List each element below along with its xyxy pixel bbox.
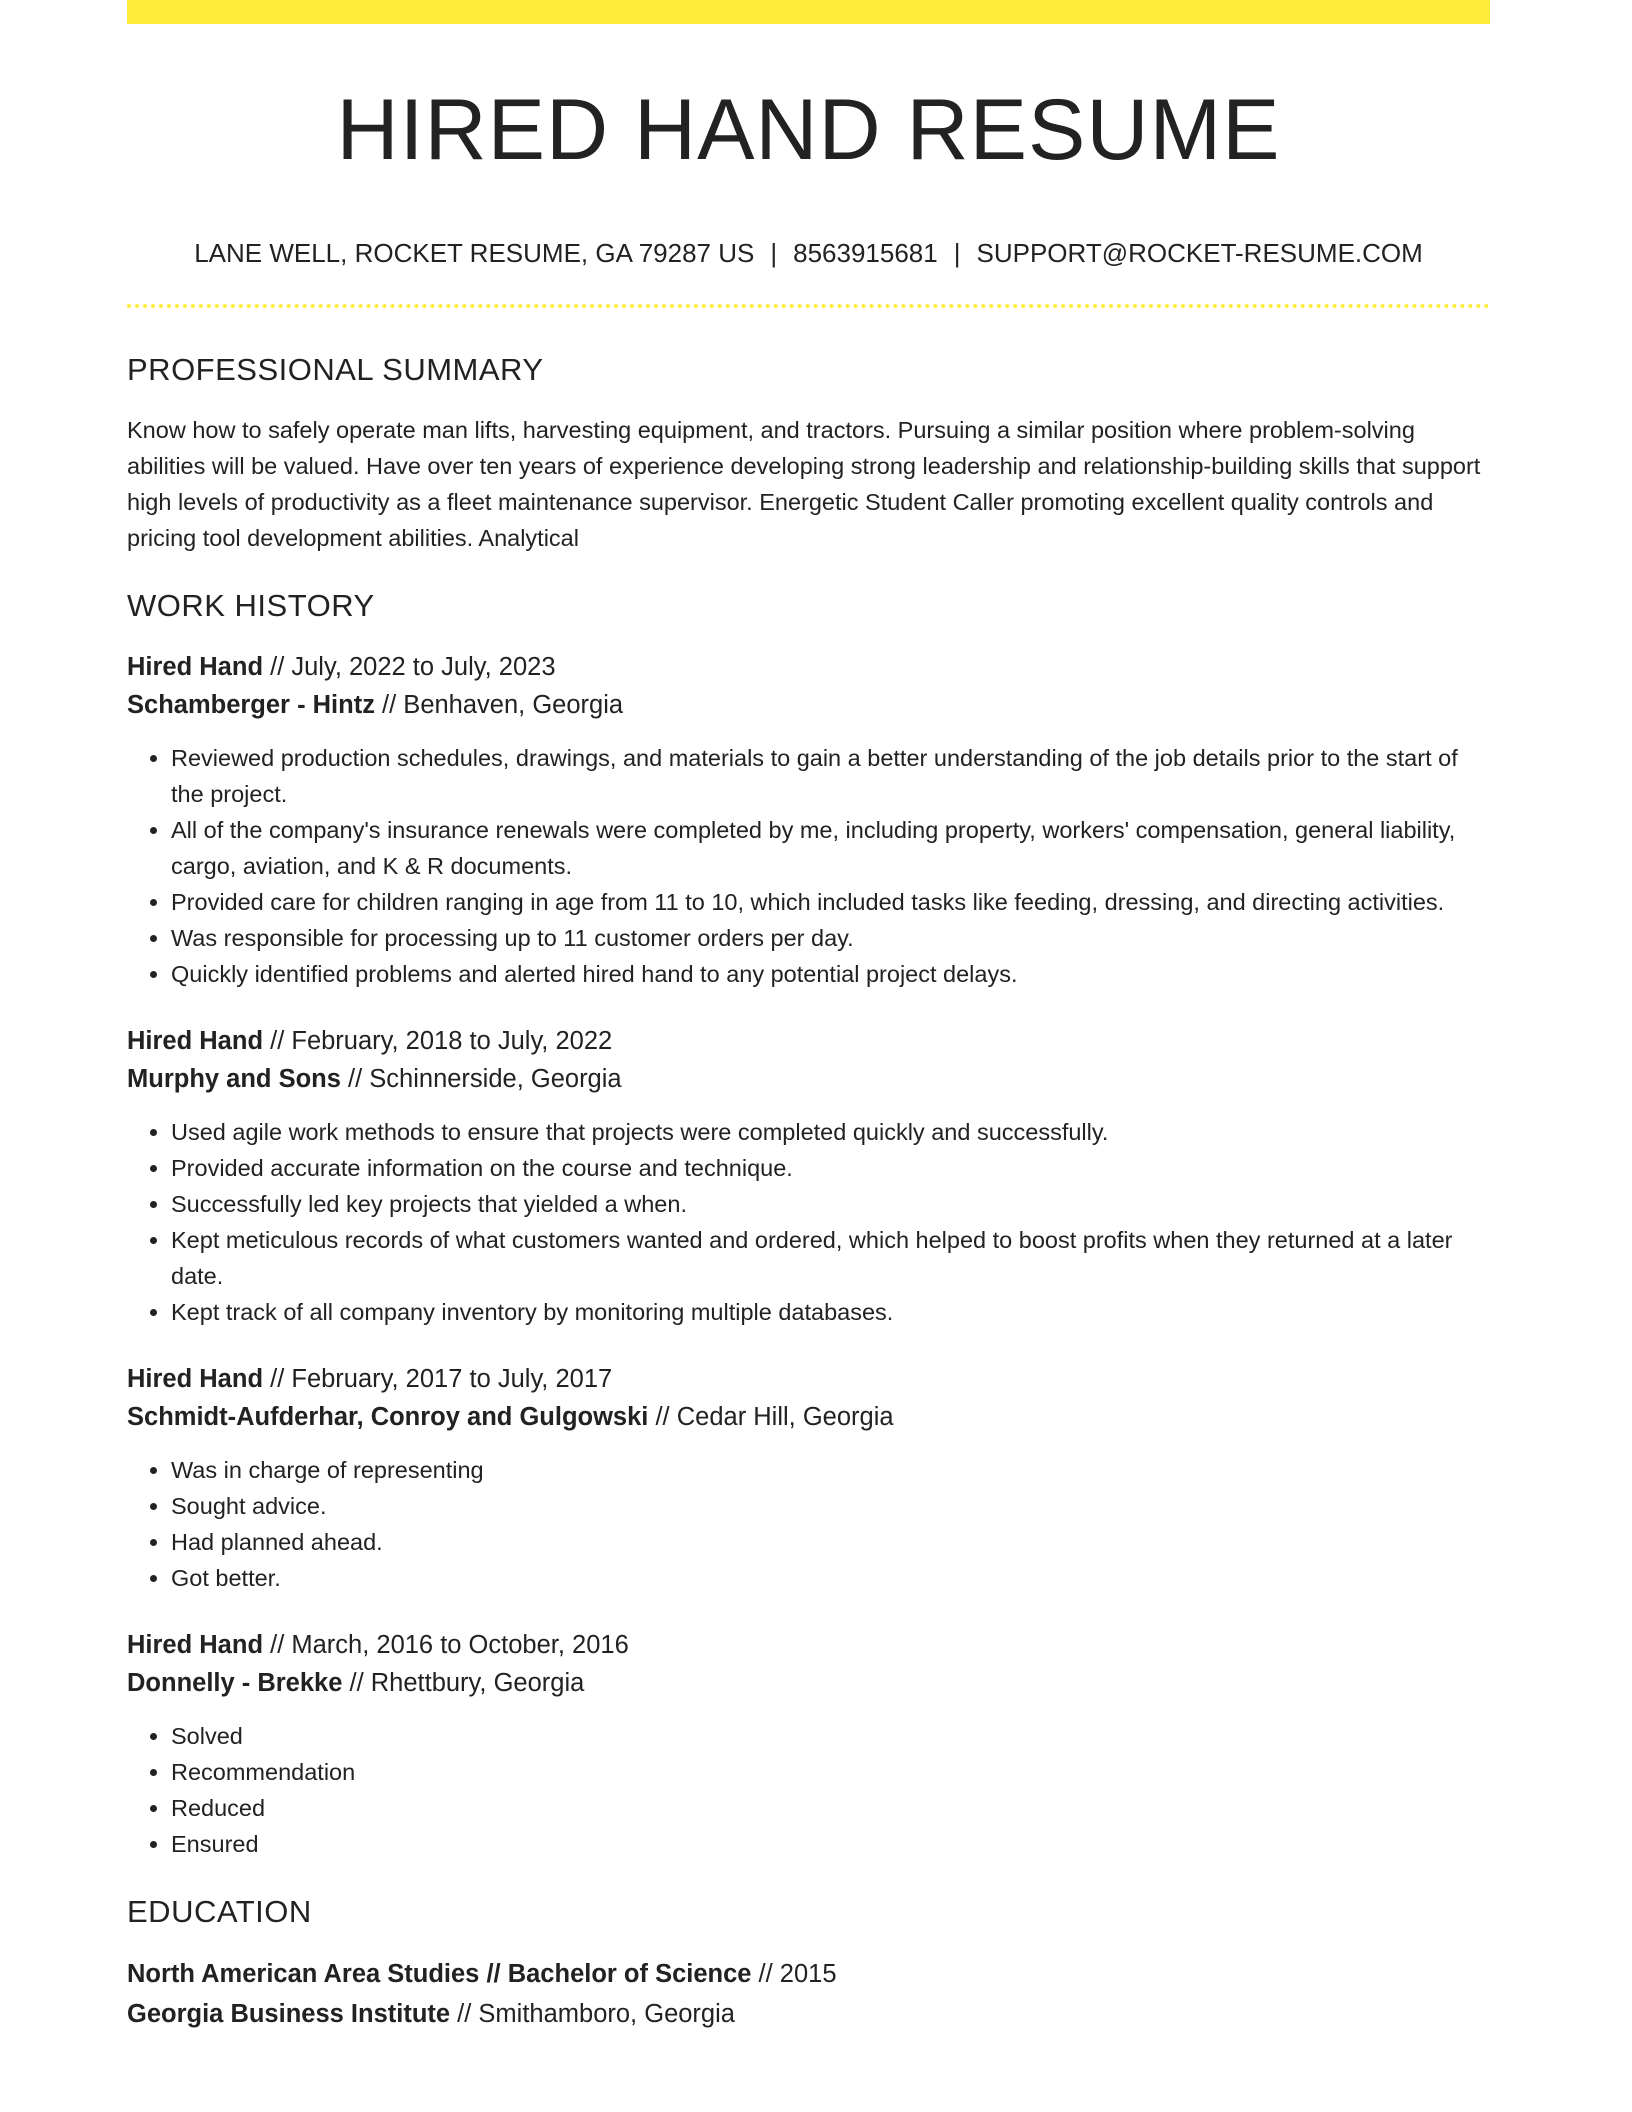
job-bullet-list	[127, 1452, 1490, 1596]
job-bullet: • Sought advice.	[171, 1488, 1490, 1524]
job-bullet: • Kept meticulous records of what customers wanted and ordered, which helped to boost profits when they returned at a later date.	[171, 1222, 1490, 1294]
job-bullet: • Was responsible for processing up to 11 customer orders per day.	[171, 920, 1490, 956]
contact-phone: 8563915681	[793, 238, 938, 268]
job-role: Hired Hand	[127, 1027, 264, 1055]
job-bullet: • Kept track of all company inventory by monitoring multiple databases.	[171, 1294, 1490, 1330]
job-company-line	[127, 1664, 1490, 1702]
job-bullet: • Was in charge of representing	[171, 1452, 1490, 1488]
job-entry	[127, 1626, 1490, 1862]
job-title-line	[127, 1360, 1490, 1398]
resume-body	[127, 350, 1490, 2034]
education-heading: EDUCATION	[127, 1894, 312, 1929]
job-bullet: • Had planned ahead.	[171, 1524, 1490, 1560]
job-company: Murphy and Sons	[127, 1065, 341, 1093]
job-dates: // February, 2018 to July, 2022	[263, 1027, 613, 1055]
job-entry	[127, 1022, 1490, 1330]
job-bullet-list	[127, 1114, 1490, 1330]
job-location: // Schinnerside, Georgia	[340, 1065, 622, 1093]
job-location: // Benhaven, Georgia	[374, 691, 624, 719]
job-bullet: • Recommendation	[171, 1754, 1490, 1790]
job-company: Schmidt-Aufderhar, Conroy and Gulgowski	[127, 1403, 649, 1431]
contact-address: LANE WELL, ROCKET RESUME, GA 79287 US	[194, 238, 755, 268]
job-bullet: • Ensured	[171, 1826, 1490, 1862]
job-location: // Rhettbury, Georgia	[342, 1669, 585, 1697]
job-title-line	[127, 1626, 1490, 1664]
job-location: // Cedar Hill, Georgia	[648, 1403, 894, 1431]
job-bullet: • Reduced	[171, 1790, 1490, 1826]
contact-email: SUPPORT@ROCKET-RESUME.COM	[976, 238, 1423, 268]
job-bullet: • All of the company's insurance renewals were completed by me, including property, workers' compensation, general liability, cargo, aviation, and K & R documents.	[171, 812, 1490, 884]
resume-title: HIRED HAND RESUME	[336, 82, 1281, 178]
job-role: Hired Hand	[127, 1365, 264, 1393]
summary-text: Know how to safely operate man lifts, harvesting equipment, and tractors. Pursuing a similar position where problem-solving abilities will be valued. Have over ten years of experience developing strong leadership and relationship-building skills that support high levels of productivity as a fleet maintenance supervisor. Energetic Student Caller promoting excellent quality controls and pricing tool development abilities. Analytical	[127, 417, 1481, 551]
job-dates: // July, 2022 to July, 2023	[263, 653, 556, 681]
education-school-line	[127, 1994, 1490, 2034]
job-bullet: • Used agile work methods to ensure that projects were completed quickly and successfully.	[171, 1114, 1490, 1150]
job-entry	[127, 1360, 1490, 1596]
job-bullet: • Reviewed production schedules, drawings, and materials to gain a better understanding of the job details prior to the start of the project.	[171, 740, 1490, 812]
job-bullet: • Quickly identified problems and alerted hired hand to any potential project delays.	[171, 956, 1490, 992]
job-company: Schamberger - Hintz	[127, 691, 375, 719]
education-location: // Smithamboro, Georgia	[450, 2000, 735, 2028]
job-role: Hired Hand	[127, 653, 264, 681]
contact-line	[127, 236, 1490, 270]
job-title-line	[127, 648, 1490, 686]
job-bullet: • Got better.	[171, 1560, 1490, 1596]
job-bullet-list	[127, 1718, 1490, 1862]
job-role: Hired Hand	[127, 1631, 264, 1659]
job-dates: // February, 2017 to July, 2017	[263, 1365, 613, 1393]
job-company-line	[127, 1398, 1490, 1436]
summary-heading: PROFESSIONAL SUMMARY	[127, 352, 544, 387]
education-degree-line	[127, 1954, 1490, 1994]
education-school: Georgia Business Institute	[127, 2000, 451, 2028]
education-degree: North American Area Studies // Bachelor of Science	[127, 1960, 752, 1988]
job-company: Donnelly - Brekke	[127, 1669, 343, 1697]
contact-separator: |	[770, 238, 778, 268]
top-accent-bar	[127, 0, 1490, 24]
job-title-line	[127, 1022, 1490, 1060]
job-bullet: • Provided accurate information on the course and technique.	[171, 1150, 1490, 1186]
job-company-line	[127, 686, 1490, 724]
work-history-heading: WORK HISTORY	[127, 588, 375, 623]
education-year: // 2015	[751, 1960, 837, 1988]
job-company-line	[127, 1060, 1490, 1098]
dotted-divider	[127, 304, 1490, 308]
job-bullet: • Successfully led key projects that yielded a when.	[171, 1186, 1490, 1222]
job-entry	[127, 648, 1490, 992]
job-bullet: • Solved	[171, 1718, 1490, 1754]
job-bullet-list	[127, 740, 1490, 992]
contact-separator: |	[953, 238, 961, 268]
job-dates: // March, 2016 to October, 2016	[263, 1631, 629, 1659]
job-bullet: • Provided care for children ranging in age from 11 to 10, which included tasks like feeding, dressing, and directing activities.	[171, 884, 1490, 920]
